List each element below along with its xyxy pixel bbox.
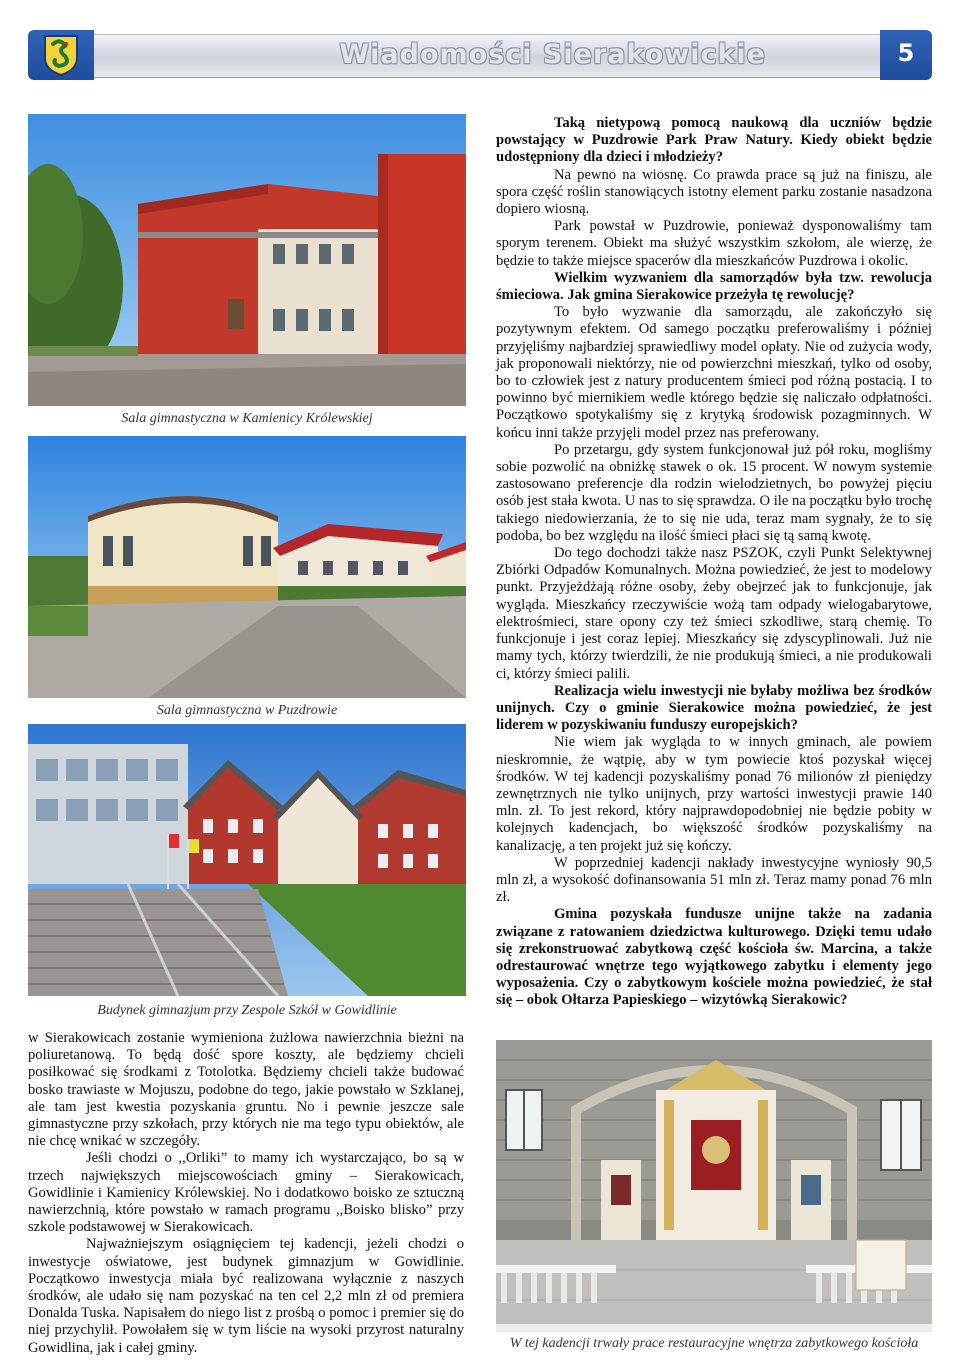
interview-answer: Park powstał w Puzdrowie, ponieważ dysponowaliśmy tam sporym terenem. Obiekt ma służyć wszystkim szkołom, ale wierzę, że będzie to także miejsce spacerów dla mieszkańców Puzdrowa i okolic. bbox=[496, 218, 932, 269]
interview-answer: Po przetargu, gdy system funkcjonował już pół roku, mogliśmy sobie pozwolić na obniżkę stawek o ok. 15 procent. W nowym systemie zastosowano preferencje dla rodzin wielodzietnych, bo powyżej pięciu osób jest stała kwota. U nas to się sprawdza. O ile na początku było trochę takiego niedowierzania, że to się nie uda, teraz mam sygnały, że to się podoba, bo bez względu na ilość śmieci płaci się tą samą kwotę. bbox=[496, 441, 932, 544]
page-header bbox=[28, 30, 932, 80]
title-bar bbox=[94, 34, 894, 78]
photo-caption: Sala gimnastyczna w Kamienicy Królewskiej bbox=[121, 411, 373, 426]
interview-question: Gmina pozyskała fundusze unijne także na zadania związane z ratowaniem dziedzictwa kulturowego. Dzięki temu udało się zrekonstruować zabytkową część kościoła św. Marcina, a także odrestaurować wnętrze tego wyjątkowego zabytku i elementy jego wyposażenia. Czy o zabytkowym kościele można powiedzieć, że stał się – obok Ołtarza Papieskiego – wizytówką Sierakowic? bbox=[496, 906, 932, 1009]
logo-badge bbox=[28, 30, 94, 80]
photo-church-interior bbox=[496, 1040, 932, 1332]
page-number: 5 bbox=[897, 39, 915, 67]
interview-question: Wielkim wyzwaniem dla samorządów była tzw. rewolucja śmieciowa. Jak gmina Sierakowice przeżyła tę rewolucję? bbox=[496, 269, 932, 304]
interview-question: Taką nietypową pomocą naukową dla uczniów będzie powstający w Puzdrowie Park Praw Natury. Kiedy obiekt będzie udostępniony dla dzieci i młodzieży? bbox=[496, 115, 932, 166]
coat-of-arms-icon bbox=[43, 34, 79, 76]
photo-caption: W tej kadencji trwały prace restauracyjne wnętrza zabytkowego kościoła bbox=[509, 1336, 919, 1351]
interview-answer: To było wyzwanie dla samorządu, ale zakończyło się pozytywnym efektem. Od samego początku preferowaliśmy i później przyjęliśmy najbardziej sprawiedliwy model opłaty. Nie od zużycia wody, jak proponowali niektórzy, nie od powierzchni mieszkań, tylko od osoby, bo to człowiek jest z natury producentem śmieci pod różną postacią. I to powinno być miernikiem wedle którego będzie się naliczało odpłatności. Początkowo spotykaliśmy się z krytyką środowisk pozagminnych. W końcu inni także przyjęli model przez nas preferowany. bbox=[496, 304, 932, 441]
interview-answer: Do tego dochodzi także nasz PSZOK, czyli Punkt Selektywnej Zbiórki Odpadów Komunalnych. Można powiedzieć, że jest to modelowy punkt. Przyjeżdżają różne osoby, żeby obejrzeć jak to funkcjonuje, jak wygląda. Mieszkańcy rzeczywiście wożą tam odpady wielogabarytowe, elektrośmieci, stare opony czy też śmieci szkodliwe, starą chemię. To funkcjonuje i jest coraz lepiej. Mieszkańcy się zdyscyplinowali. Już nie mamy tych, którzy twierdzili, że nie produkują śmieci, a nie produkowali ci, którzy śmieci palili. bbox=[496, 545, 932, 682]
photo-caption: Sala gimnastyczna w Puzdrowie bbox=[156, 703, 338, 718]
paragraph: Najważniejszym osiągnięciem tej kadencji, jeżeli chodzi o inwestycje oświatowe, jest budynek gimnazjum w Gowidlinie. Początkowo inwestycja miała być realizowana wyłącznie z naszych środków, ale udało się nam pozyskać na ten cel 2,2 mln zł od premiera Donalda Tuska. Napisałem do niego list z prośbą o pomoc i premier się do niej przychylił. Powołałem się w tym liście na wysoki przyrost naturalny Gowidlina, jak i całej gminy. bbox=[28, 1236, 464, 1356]
photo-caption: Budynek gimnazjum przy Zespole Szkół w Gowidlinie bbox=[97, 1003, 397, 1018]
article-right-column bbox=[496, 115, 932, 1010]
interview-answer: W poprzedniej kadencji nakłady inwestycyjne wyniosły 90,5 mln zł, a wysokość dofinansowania 51 mln zł. Teraz mamy ponad 76 mln zł. bbox=[496, 854, 932, 906]
publication-title: Wiadomości Sierakowickie bbox=[339, 39, 766, 70]
paragraph: w Sierakowicach zostanie wymieniona żużlowa nawierzchnia bieżni na poliuretanową. To będą dość spore koszty, ale będziemy chcieli posiłkować się środkami z Totolotka. Będziemy chcieli także budować bosko trawiaste w Mojuszu, podobne do tego, jakie powstało w Szklanej, ale tam jest kwestia pozyskania gruntu. No i pewnie jeszcze sale gimnastyczne przy szkołach, przy których nie ma tego typu obiektów, ale nie chcę wnikać w szczegóły. bbox=[28, 1030, 464, 1150]
photo-school-gowidlino bbox=[28, 724, 466, 996]
paragraph: Jeśli chodzi o ,,Orliki” to mamy ich wystarczająco, bo są w trzech największych miejscowościach gminy – Sierakowicach, Gowidlinie i Kamienicy Królewskiej. No i dodatkowo boisko ze sztuczną nawierzchnią, które powstało w ramach programu ,,Boisko blisko” przy szkole podstawowej w Sierakowicach. bbox=[28, 1150, 464, 1236]
photo-gym-kamienica bbox=[28, 114, 466, 406]
interview-answer: Nie wiem jak wygląda to w innych gminach, ale powiem nieskromnie, że wątpię, aby w tym powiecie ktoś pozyskał więcej środków. W tej kadencji pozyskaliśmy ponad 76 milionów zł pieniędzy zewnętrznych nie tylko unijnych, przy wartości inwestycji prawie 140 mln. zł. To jest rekord, który najprawdopodobniej nie będzie pobity w kolejnych kadencjach, bo większość środków pozyskaliśmy na kanalizację, a ten projekt już się kończy. bbox=[496, 734, 932, 854]
interview-question: Realizacja wielu inwestycji nie byłaby możliwa bez środków unijnych. Czy o gminie Sierakowice można powiedzieć, że jest liderem w pozyskiwaniu funduszy europejskich? bbox=[496, 682, 932, 734]
article-left-column bbox=[28, 1030, 464, 1357]
interview-answer: Na pewno na wiosnę. Co prawda prace są już na finiszu, ale spora część roślin stanowiących istotny element parku zostanie nasadzona dopiero wiosną. bbox=[496, 166, 932, 218]
photo-gym-puzdrowo bbox=[28, 436, 466, 698]
page-number-badge bbox=[880, 30, 932, 80]
